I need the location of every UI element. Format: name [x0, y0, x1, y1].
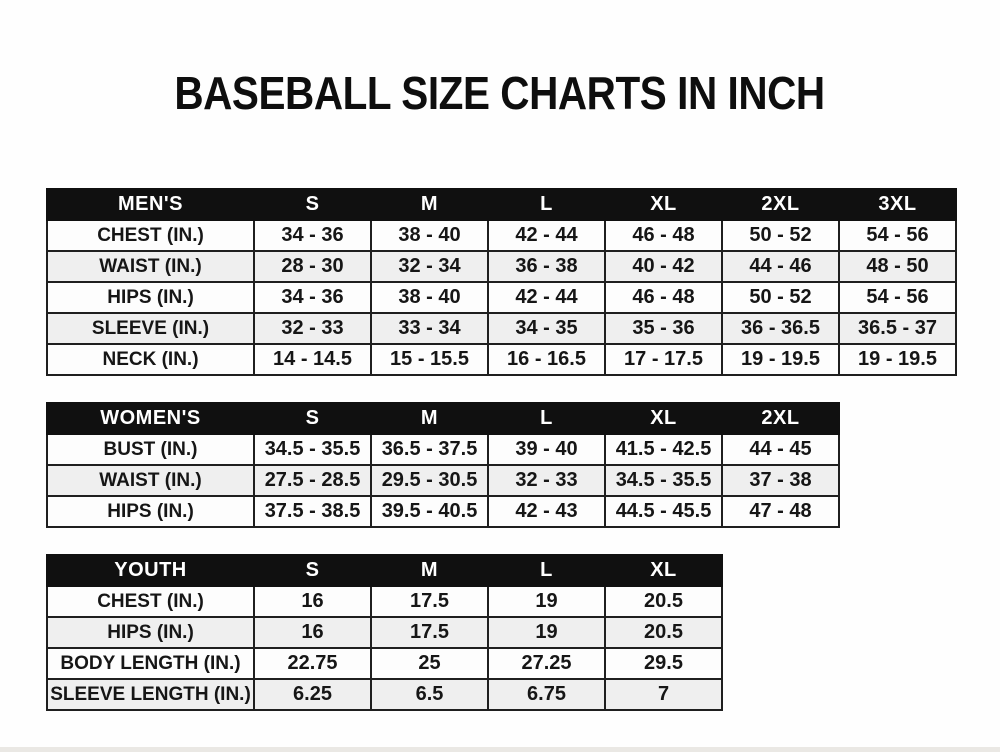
measurement-row	[47, 465, 839, 496]
measurement-label: HIPS (IN.)	[47, 496, 254, 527]
size-value: 16	[254, 617, 371, 648]
size-value: 54 - 56	[839, 220, 956, 251]
size-value: 36.5 - 37	[839, 313, 956, 344]
size-value: 38 - 40	[371, 282, 488, 313]
size-value: 19 - 19.5	[839, 344, 956, 375]
size-value: 14 - 14.5	[254, 344, 371, 375]
size-column-header: XL	[605, 189, 722, 220]
size-value: 17.5	[371, 586, 488, 617]
size-value: 46 - 48	[605, 220, 722, 251]
size-value: 34.5 - 35.5	[605, 465, 722, 496]
size-value: 20.5	[605, 586, 722, 617]
mens-size-table	[46, 188, 957, 376]
womens-size-table	[46, 402, 840, 528]
measurement-label: NECK (IN.)	[47, 344, 254, 375]
measurement-row	[47, 251, 956, 282]
size-value: 37.5 - 38.5	[254, 496, 371, 527]
size-value: 34 - 36	[254, 220, 371, 251]
size-value: 46 - 48	[605, 282, 722, 313]
size-value: 19	[488, 617, 605, 648]
size-value: 44 - 46	[722, 251, 839, 282]
size-value: 32 - 33	[254, 313, 371, 344]
size-column-header: XL	[605, 555, 722, 586]
size-value: 32 - 34	[371, 251, 488, 282]
size-value: 32 - 33	[488, 465, 605, 496]
measurement-label: WAIST (IN.)	[47, 465, 254, 496]
size-value: 42 - 43	[488, 496, 605, 527]
tables-container	[46, 188, 957, 737]
size-value: 15 - 15.5	[371, 344, 488, 375]
size-value: 25	[371, 648, 488, 679]
size-value: 39.5 - 40.5	[371, 496, 488, 527]
size-column-header: S	[254, 403, 371, 434]
photo-edge-shading	[0, 747, 1000, 752]
measurement-row	[47, 282, 956, 313]
size-value: 27.5 - 28.5	[254, 465, 371, 496]
size-column-header: 2XL	[722, 189, 839, 220]
size-value: 16 - 16.5	[488, 344, 605, 375]
size-column-header: L	[488, 189, 605, 220]
size-value: 42 - 44	[488, 220, 605, 251]
size-value: 29.5 - 30.5	[371, 465, 488, 496]
size-value: 48 - 50	[839, 251, 956, 282]
size-value: 34 - 35	[488, 313, 605, 344]
measurement-row	[47, 679, 722, 710]
size-column-header: L	[488, 555, 605, 586]
measurement-label: HIPS (IN.)	[47, 282, 254, 313]
youth-header-row	[47, 555, 722, 586]
measurement-row	[47, 617, 722, 648]
size-column-header: M	[371, 189, 488, 220]
measurement-label: HIPS (IN.)	[47, 617, 254, 648]
size-column-header: M	[371, 555, 488, 586]
page-title-text: BASEBALL SIZE CHARTS IN INCH	[174, 67, 826, 119]
size-value: 44 - 45	[722, 434, 839, 465]
size-value: 34 - 36	[254, 282, 371, 313]
size-column-header: XL	[605, 403, 722, 434]
size-value: 34.5 - 35.5	[254, 434, 371, 465]
size-value: 36 - 36.5	[722, 313, 839, 344]
measurement-row	[47, 434, 839, 465]
size-value: 28 - 30	[254, 251, 371, 282]
womens-group-label: WOMEN'S	[47, 403, 254, 434]
size-value: 36 - 38	[488, 251, 605, 282]
mens-group-label: MEN'S	[47, 189, 254, 220]
measurement-label: CHEST (IN.)	[47, 586, 254, 617]
measurement-row	[47, 648, 722, 679]
size-value: 47 - 48	[722, 496, 839, 527]
size-value: 37 - 38	[722, 465, 839, 496]
measurement-label: SLEEVE (IN.)	[47, 313, 254, 344]
size-value: 39 - 40	[488, 434, 605, 465]
measurement-row	[47, 344, 956, 375]
measurement-row	[47, 313, 956, 344]
measurement-row	[47, 496, 839, 527]
size-value: 33 - 34	[371, 313, 488, 344]
mens-header-row	[47, 189, 956, 220]
size-value: 40 - 42	[605, 251, 722, 282]
size-column-header: 2XL	[722, 403, 839, 434]
measurement-label: SLEEVE LENGTH (IN.)	[47, 679, 254, 710]
youth-size-table	[46, 554, 723, 711]
size-column-header: M	[371, 403, 488, 434]
size-value: 35 - 36	[605, 313, 722, 344]
size-column-header: L	[488, 403, 605, 434]
measurement-label: WAIST (IN.)	[47, 251, 254, 282]
size-value: 16	[254, 586, 371, 617]
size-column-header: S	[254, 555, 371, 586]
size-value: 50 - 52	[722, 220, 839, 251]
size-value: 50 - 52	[722, 282, 839, 313]
size-value: 19 - 19.5	[722, 344, 839, 375]
size-value: 27.25	[488, 648, 605, 679]
size-value: 22.75	[254, 648, 371, 679]
measurement-row	[47, 220, 956, 251]
size-value: 19	[488, 586, 605, 617]
size-value: 29.5	[605, 648, 722, 679]
size-value: 44.5 - 45.5	[605, 496, 722, 527]
size-value: 17.5	[371, 617, 488, 648]
size-value: 17 - 17.5	[605, 344, 722, 375]
size-value: 20.5	[605, 617, 722, 648]
size-value: 6.5	[371, 679, 488, 710]
size-column-header: S	[254, 189, 371, 220]
size-value: 6.25	[254, 679, 371, 710]
page-title	[0, 67, 1000, 119]
size-value: 36.5 - 37.5	[371, 434, 488, 465]
womens-header-row	[47, 403, 839, 434]
size-value: 42 - 44	[488, 282, 605, 313]
measurement-label: BUST (IN.)	[47, 434, 254, 465]
measurement-row	[47, 586, 722, 617]
size-column-header: 3XL	[839, 189, 956, 220]
size-value: 54 - 56	[839, 282, 956, 313]
size-value: 6.75	[488, 679, 605, 710]
size-value: 41.5 - 42.5	[605, 434, 722, 465]
measurement-label: CHEST (IN.)	[47, 220, 254, 251]
size-value: 38 - 40	[371, 220, 488, 251]
measurement-label: BODY LENGTH (IN.)	[47, 648, 254, 679]
size-value: 7	[605, 679, 722, 710]
youth-group-label: YOUTH	[47, 555, 254, 586]
